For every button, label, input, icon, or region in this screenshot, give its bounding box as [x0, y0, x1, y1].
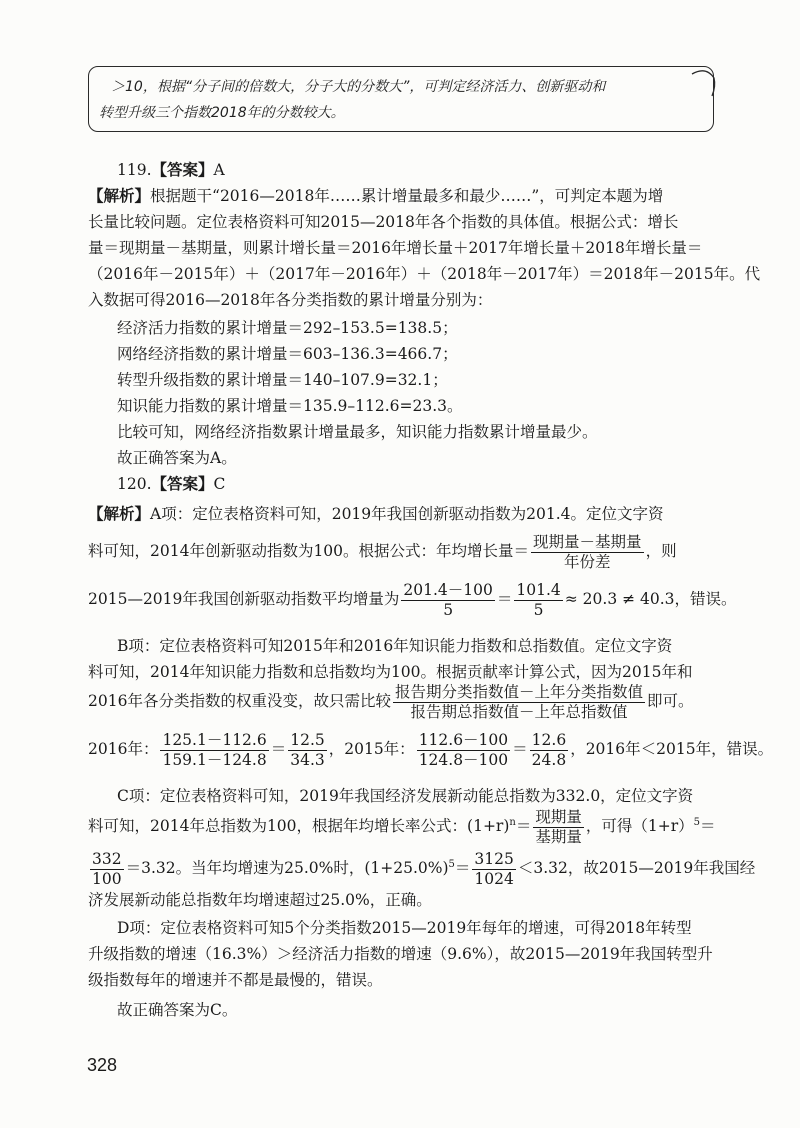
- q120-option-a-line-3: 2015—2019年我国创新驱动指数平均增量为 $\frac{201.4-100}{5}$ ＝ $\frac{101.4}{5}$ ≈ 20.3 ≠ 40.3，错误。: [88, 580, 737, 619]
- contribution-rate-fraction: $\frac{\text{报告期分类指数值－上年分类指数值}}{\text{报告期总指数值－上年总指数值}}$: [394, 682, 643, 721]
- q120-answer-value: C: [213, 475, 226, 493]
- q120-option-b-line-2: 料可知，2014年知识能力指数和总指数均为100。根据贡献率计算公式，因为2015年和: [88, 663, 693, 681]
- q119-para-line-1: 【解析】根据题干“2016—2018年……累计增量最多和最少……”，可判定本题为增: [88, 186, 664, 205]
- q120-final-answer: 故正确答案为C。: [117, 1001, 238, 1019]
- fraction-2015-result: $\frac{12.6}{24.8}$: [531, 730, 567, 769]
- q120-option-b-line-4: 2016年： $\frac{125.1-112.6}{159.1-124.8}$ ＝ $\frac{12.5}{34.3}$ ，2015年： $\frac{112.6-100}{124.8-100}$ ＝ $\frac{12.6}{24.8}$ ，2016年＜2015年，错误。: [88, 730, 774, 769]
- q120-answer-tag: 【答案】: [151, 474, 214, 493]
- q120-option-c-line-1: C项：定位表格资料可知，2019年我国经济发展新动能总指数为332.0，定位文字资: [117, 787, 694, 805]
- q119-comparison: 比较可知，网络经济指数累计增量最多，知识能力指数累计增量最少。: [117, 423, 598, 441]
- q119-para-line-5: 入数据可得2016—2018年各分类指数的累计增量分别为：: [88, 291, 493, 309]
- q119-answer-line: [117, 158, 225, 182]
- q119-answer-value: A: [213, 161, 225, 179]
- innovation-fraction-2: $\frac{101.4}{5}$: [516, 580, 561, 619]
- fraction-2016-result: $\frac{12.5}{34.3}$: [290, 730, 325, 769]
- growth-formula-fraction: $\frac{\text{现期量－基期量}}{\text{年份差}}$: [533, 532, 642, 571]
- handwritten-note-box: [88, 66, 714, 132]
- q120-option-b-line-1: B项：定位表格资料可知2015年和2016年知识能力指数和总指数值。定位文字资: [117, 637, 673, 655]
- growth-rate-fraction: $\frac{\text{现期量}}{\text{基期量}}$: [535, 807, 582, 846]
- note-line-1: ＞10，根据“分子间的倍数大，分子大的分数大”，可判定经济活力、创新驱动和: [111, 79, 606, 95]
- q119-calc-transformation: 转型升级指数的累计增量＝140–107.9=32.1；: [117, 371, 448, 389]
- q120-option-d-line-3: 级指数每年的增速并不都是最慢的，错误。: [88, 971, 383, 989]
- q120-number: 120.: [117, 475, 152, 493]
- q120-answer-line: [117, 472, 225, 496]
- q120-option-b-line-3: 2016年各分类指数的权重没变，故只需比较 $\frac{\text{报告期分类指数值－上年分类指数值}}{\text{报告期总指数值－上年总指数值}}$ 即可。: [88, 682, 694, 721]
- q120-option-d-line-1: D项：定位表格资料可知5个分类指数2015—2019年每年的增速，可得2018年转型: [117, 919, 692, 937]
- q119-calc-economic-vitality: 经济活力指数的累计增量＝292–153.5=138.5；: [117, 319, 458, 337]
- q120-option-a-line-2: 料可知，2014年创新驱动指数为100。根据公式：年均增长量＝ $\frac{\text{现期量－基期量}}{\text{年份差}}$ ，则: [88, 532, 677, 571]
- q119-analysis-tag: 【解析】: [88, 186, 151, 205]
- fraction-3125-1024: $\frac{3125}{1024}$: [474, 849, 514, 888]
- q119-calc-knowledge: 知识能力指数的累计增量＝135.9–112.6=23.3。: [117, 397, 463, 415]
- fraction-332-100: $\frac{332}{100}$: [92, 849, 122, 888]
- q119-para-line-2: 长量比较问题。定位表格资料可知2015—2018年各个指数的具体值。根据公式：增长: [88, 213, 679, 231]
- q119-para-line-3: 量＝现期量－基期量，则累计增长量＝2016年增长量＋2017年增长量＋2018年增长量＝: [88, 239, 703, 257]
- page-number: 328: [87, 1055, 118, 1075]
- q120-option-c-line-4: 济发展新动能总指数年均增速超过25.0%，正确。: [88, 891, 432, 909]
- q119-final-answer: 故正确答案为A。: [117, 449, 237, 467]
- innovation-fraction-1: $\frac{201.4-100}{5}$: [403, 580, 493, 619]
- q120-option-c-line-2: 料可知，2014年总指数为100，根据年均增长率公式：$(1+r)^n=$ $\frac{\text{现期量}}{\text{基期量}}$ ，可得$(1+r)^5=$: [88, 807, 716, 846]
- q120-option-a-line-1: 【解析】A项：定位表格资料可知，2019年我国创新驱动指数为201.4。定位文字资: [88, 504, 664, 523]
- note-line-2: 转型升级三个指数2018年的分数较大。: [99, 105, 345, 121]
- q119-answer-tag: 【答案】: [151, 160, 214, 179]
- q120-option-c-line-3: $\frac{332}{100}$ ＝3.32。当年均增速为25.0%时，$(1+25.0\%)^5=$ $\frac{3125}{1024}$ ＜3.32，故2015—2019年我国经: [92, 849, 756, 888]
- fraction-2015-raw: $\frac{112.6-100}{124.8-100}$: [418, 730, 509, 769]
- q120-option-d-line-2: 升级指数的增速（16.3%）＞经济活力指数的增速（9.6%），故2015—2019年我国转型升: [88, 945, 713, 963]
- q119-calc-network-economy: 网络经济指数的累计增量＝603–136.3=466.7；: [117, 345, 458, 363]
- fraction-2016-raw: $\frac{125.1-112.6}{159.1-124.8}$: [162, 730, 267, 769]
- q120-analysis-tag: 【解析】: [88, 504, 151, 523]
- note-corner-curl-icon: [690, 62, 720, 102]
- q119-number: 119.: [117, 161, 152, 179]
- q119-para-line-4: （2016年－2015年）＋（2017年－2016年）＋（2018年－2017年）＝2018年－2015年。代: [88, 265, 761, 283]
